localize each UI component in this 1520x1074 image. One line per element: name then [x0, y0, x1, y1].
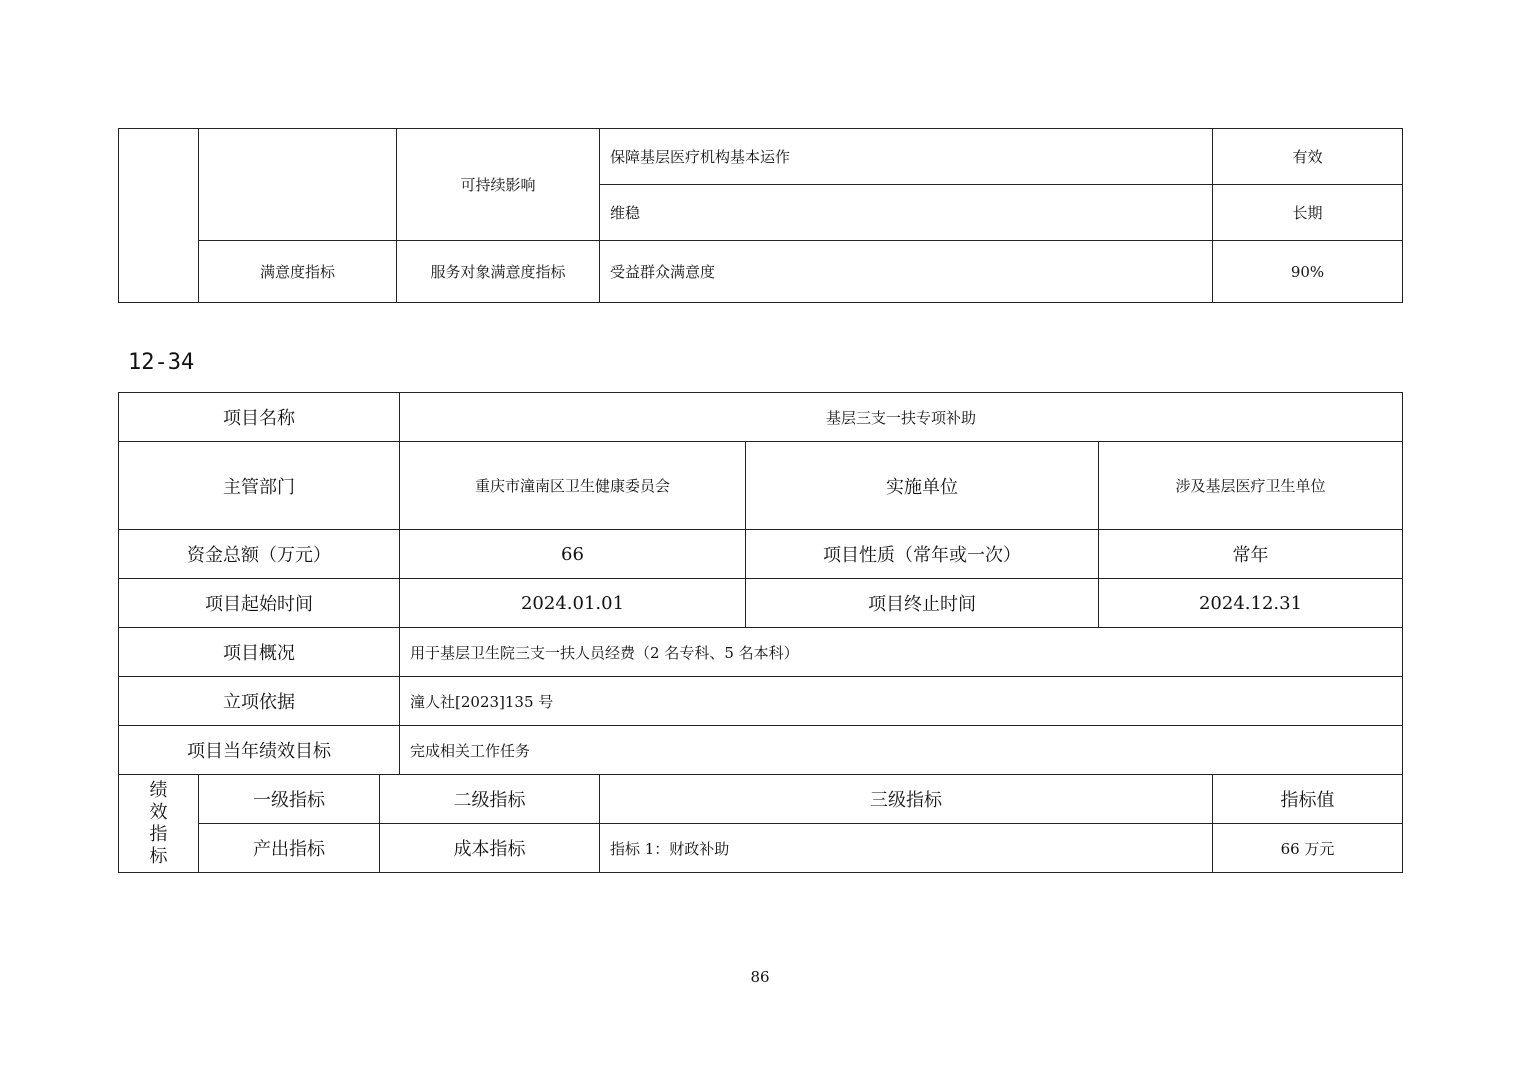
sustainable-impact-label: 可持续影响 — [397, 129, 600, 241]
side-char: 效 — [149, 801, 168, 823]
performance-indicator-table — [118, 774, 1403, 873]
end-value: 2024.12.31 — [1099, 579, 1403, 628]
header-level2: 二级指标 — [380, 775, 600, 824]
dept-value: 重庆市潼南区卫生健康委员会 — [400, 442, 746, 530]
header-level1: 一级指标 — [199, 775, 380, 824]
satisfaction-label: 满意度指标 — [199, 241, 397, 303]
indicator-table-continued — [118, 128, 1403, 303]
project-name-label: 项目名称 — [119, 393, 400, 442]
side-char: 指 — [149, 823, 168, 845]
performance-side-label — [119, 775, 199, 873]
fund-value: 66 — [400, 530, 746, 579]
project-info-table — [118, 392, 1403, 775]
start-label: 项目起始时间 — [119, 579, 400, 628]
start-value: 2024.01.01 — [400, 579, 746, 628]
value-cell: 66 万元 — [1213, 824, 1403, 873]
dept-label: 主管部门 — [119, 442, 400, 530]
side-char: 标 — [149, 845, 168, 867]
level1-cell: 产出指标 — [199, 824, 380, 873]
nature-value: 常年 — [1099, 530, 1403, 579]
fund-label: 资金总额（万元） — [119, 530, 400, 579]
impl-value: 涉及基层医疗卫生单位 — [1099, 442, 1403, 530]
indicator-cell: 维稳 — [600, 185, 1213, 241]
header-level3: 三级指标 — [600, 775, 1213, 824]
basis-label: 立项依据 — [119, 677, 400, 726]
level2-cell: 成本指标 — [380, 824, 600, 873]
satisfaction-sub-label: 服务对象满意度指标 — [397, 241, 600, 303]
level3-cell: 指标 1：财政补助 — [600, 824, 1213, 873]
project-name-value: 基层三支一扶专项补助 — [400, 393, 1403, 442]
section-id: 12-34 — [128, 350, 195, 375]
empty-cell — [119, 129, 199, 303]
side-char: 绩 — [149, 779, 168, 801]
satisfaction-indicator: 受益群众满意度 — [600, 241, 1213, 303]
satisfaction-value: 90% — [1213, 241, 1403, 303]
indicator-cell: 保障基层医疗机构基本运作 — [600, 129, 1213, 185]
page-number: 86 — [750, 968, 770, 986]
basis-value: 潼人社[2023]135 号 — [400, 677, 1403, 726]
goal-label: 项目当年绩效目标 — [119, 726, 400, 775]
goal-value: 完成相关工作任务 — [400, 726, 1403, 775]
value-cell: 有效 — [1213, 129, 1403, 185]
end-label: 项目终止时间 — [746, 579, 1099, 628]
overview-label: 项目概况 — [119, 628, 400, 677]
nature-label: 项目性质（常年或一次） — [746, 530, 1099, 579]
value-cell: 长期 — [1213, 185, 1403, 241]
empty-cell — [199, 129, 397, 241]
overview-value: 用于基层卫生院三支一扶人员经费（2 名专科、5 名本科） — [400, 628, 1403, 677]
impl-label: 实施单位 — [746, 442, 1099, 530]
header-value: 指标值 — [1213, 775, 1403, 824]
